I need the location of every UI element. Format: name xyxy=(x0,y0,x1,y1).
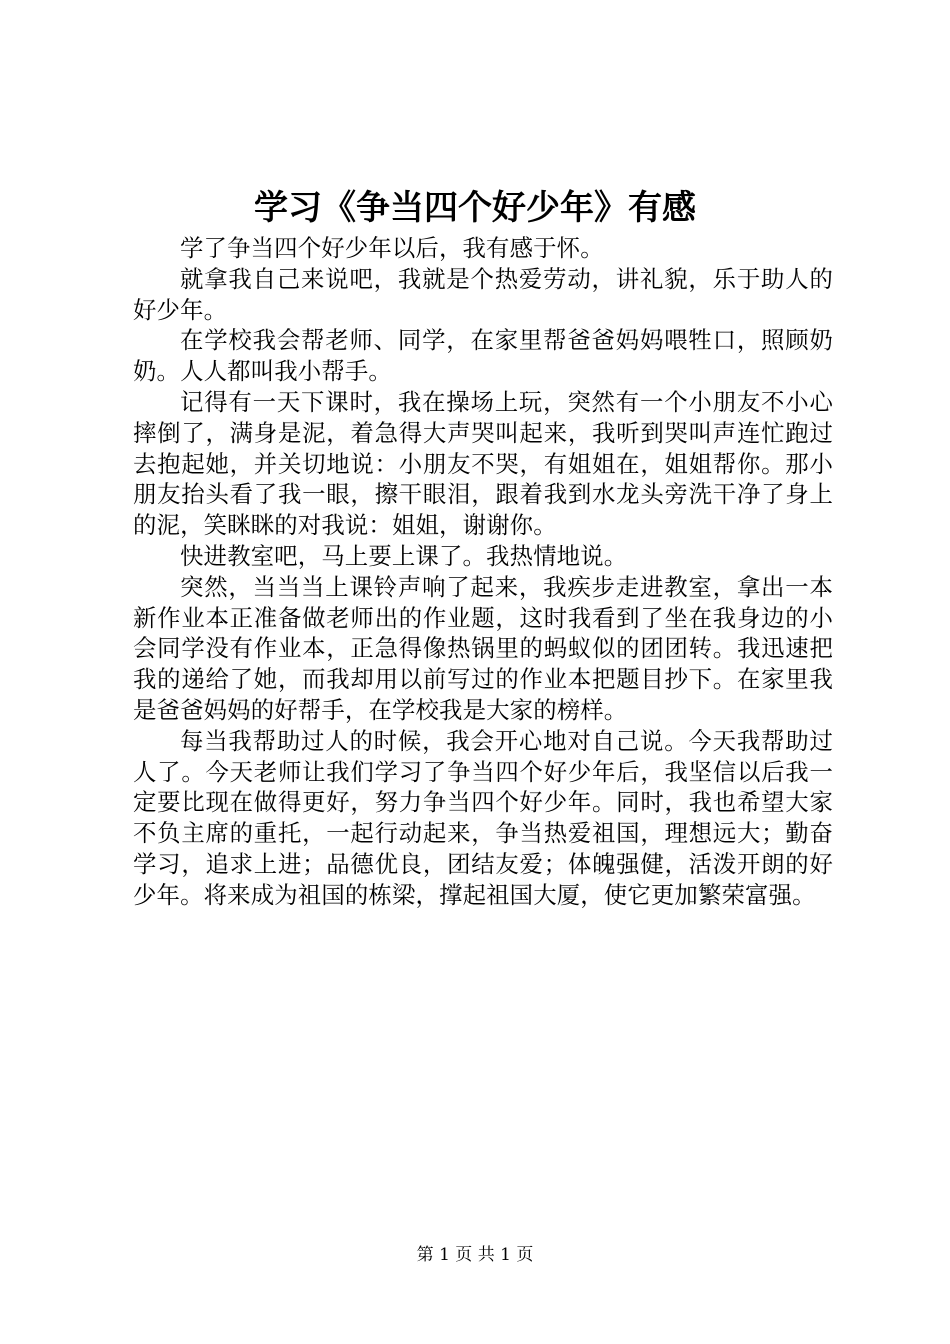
document-body xyxy=(133,233,833,911)
paragraph: 快进教室吧，马上要上课了。我热情地说。 xyxy=(180,541,628,570)
page-footer: 第 1 页 共 1 页 xyxy=(416,1245,534,1265)
paragraph: 每当我帮助过人的时候，我会开心地对自己说。今天我帮助过人了。今天老师让我们学习了争当四个好少年后，我坚信以后我一定要比现在做得更好，努力争当四个好少年。同时，我也希望大家不负主席的重托，一起行动起来，争当热爱祖国，理想远大；勤奋学习，追求上进；品德优良，团结友爱；体魄强健，活泼开朗的好少年。将来成为祖国的栋梁，撑起祖国大厦，使它更加繁荣富强。 xyxy=(133,726,833,909)
document-title: 学习《争当四个好少年》有感 xyxy=(254,188,696,228)
paragraph: 就拿我自己来说吧，我就是个热爱劳动，讲礼貌，乐于助人的好少年。 xyxy=(133,264,833,324)
paragraph: 突然，当当当上课铃声响了起来，我疾步走进教室，拿出一本新作业本正准备做老师出的作业题，这时我看到了坐在我身边的小会同学没有作业本，正急得像热锅里的蚂蚁似的团团转。我迅速把我的递给了她，而我却用以前写过的作业本把题目抄下。在家里我是爸爸妈妈的好帮手，在学校我是大家的榜样。 xyxy=(133,572,833,724)
paragraph: 学了争当四个好少年以后，我有感于怀。 xyxy=(180,234,604,262)
paragraph: 在学校我会帮老师、同学，在家里帮爸爸妈妈喂牲口，照顾奶奶。人人都叫我小帮手。 xyxy=(133,326,833,386)
paragraph: 记得有一天下课时，我在操场上玩，突然有一个小朋友不小心摔倒了，满身是泥，着急得大声哭叫起来，我听到哭叫声连忙跑过去抱起她，并关切地说：小朋友不哭，有姐姐在，姐姐帮你。那小朋友抬头看了我一眼，擦干眼泪，跟着我到水龙头旁洗干净了身上的泥，笑眯眯的对我说：姐姐，谢谢你。 xyxy=(133,387,833,540)
